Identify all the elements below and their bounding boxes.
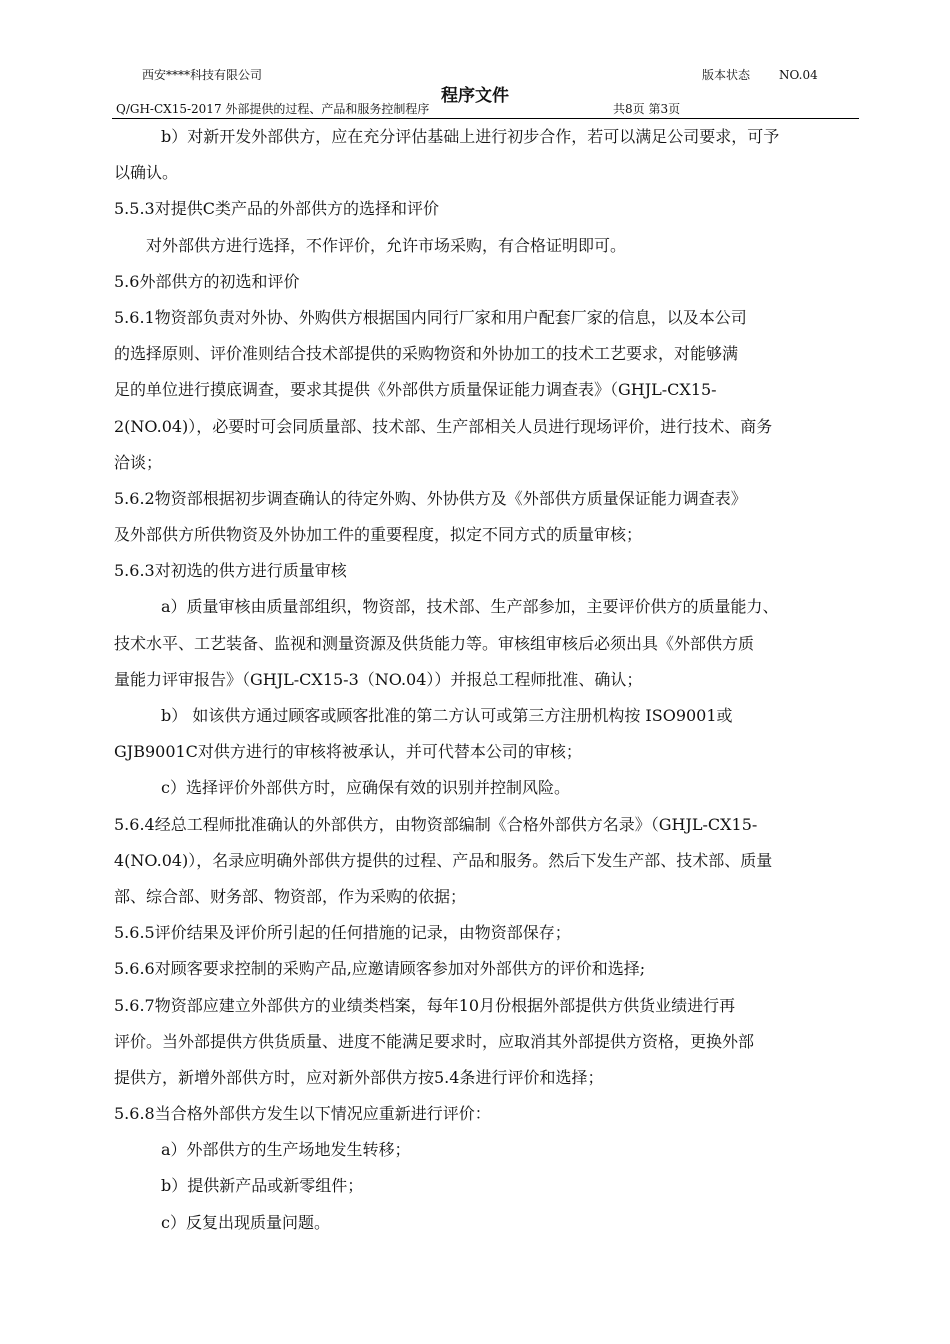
text-line: GJB9001C对供方进行的审核将被承认，并可代替本公司的审核； bbox=[114, 742, 582, 762]
text-line: b） 如该供方通过顾客或顾客批准的第二方认可或第三方注册机构按 ISO9001或 bbox=[161, 706, 733, 725]
document-body bbox=[114, 119, 859, 1241]
text-line: 5.6.2物资部根据初步调查确认的待定外购、外协供方及《外部供方质量保证能力调查表》 bbox=[114, 488, 747, 508]
text-line: a）质量审核由质量部组织，物资部，技术部、生产部参加，主要评价供方的质量能力、 bbox=[161, 597, 779, 617]
text-line: 足的单位进行摸底调查，要求其提供《外部供方质量保证能力调查表》（GHJL-CX15- bbox=[114, 380, 717, 400]
page-info: 共8页 第3页 bbox=[613, 102, 681, 116]
text-line: 部、综合部、财务部、物资部，作为采购的依据； bbox=[114, 886, 467, 906]
section-heading: 5.6.8当合格外部供方发生以下情况应重新进行评价： bbox=[114, 1104, 491, 1124]
text-line: 5.6.7物资部应建立外部供方的业绩类档案，每年10月份根据外部提供方供货业绩进行再 bbox=[114, 995, 736, 1015]
text-line: 5.6.5评价结果及评价所引起的任何措施的记录，由物资部保存； bbox=[114, 923, 571, 943]
section-heading: 5.6外部供方的初选和评价 bbox=[114, 271, 300, 291]
text-line: 5.6.6对顾客要求控制的采购产品,应邀请顾客参加对外部供方的评价和选择; bbox=[114, 959, 646, 979]
text-line: b）对新开发外部供方，应在充分评估基础上进行初步合作，若可以满足公司要求，可予 bbox=[161, 127, 780, 146]
section-heading: 5.6.3对初选的供方进行质量审核 bbox=[114, 561, 347, 581]
text-line: 技术水平、工艺装备、监视和测量资源及供货能力等。审核组审核后必须出具《外部供方质 bbox=[114, 633, 755, 653]
text-line: 对外部供方进行选择，不作评价，允许市场采购，有合格证明即可。 bbox=[146, 235, 627, 255]
document-title: 程序文件 bbox=[441, 86, 509, 106]
text-line: 洽谈； bbox=[114, 452, 163, 472]
version-label: 版本状态 bbox=[702, 68, 751, 82]
text-line: 及外部供方所供物资及外协加工件的重要程度，拟定不同方式的质量审核； bbox=[114, 525, 643, 545]
text-line: c）选择评价外部供方时，应确保有效的识别并控制风险。 bbox=[161, 778, 570, 798]
text-line: 5.6.1物资部负责对外协、外购供方根据国内同行厂家和用户配套厂家的信息，以及本公司 bbox=[114, 307, 747, 327]
text-line: 4(NO.04)），名录应明确外部供方提供的过程、产品和服务。然后下发生产部、技术部、质量 bbox=[114, 850, 773, 870]
text-line: 的选择原则、评价准则结合技术部提供的采购物资和外协加工的技术工艺要求，对能够满 bbox=[114, 344, 739, 364]
text-line: 评价。当外部提供方供货质量、进度不能满足要求时，应取消其外部提供方资格，更换外部 bbox=[114, 1031, 755, 1051]
text-line: 以确认。 bbox=[114, 163, 179, 183]
text-line: 5.6.4经总工程师批准确认的外部供方，由物资部编制《合格外部供方名录》（GHJL-CX15- bbox=[114, 814, 758, 834]
list-item: a）外部供方的生产场地发生转移； bbox=[161, 1140, 411, 1160]
list-item: c）反复出现质量问题。 bbox=[161, 1212, 330, 1232]
company-name: 西安****科技有限公司 bbox=[142, 68, 263, 82]
text-line: 提供方，新增外部供方时，应对新外部供方按5.4条进行评价和选择； bbox=[114, 1067, 604, 1087]
version-value: NO.04 bbox=[779, 68, 818, 82]
list-item: b）提供新产品或新零组件； bbox=[161, 1176, 364, 1196]
document-code-title: Q/GH-CX15-2017 外部提供的过程、产品和服务控制程序 bbox=[116, 102, 430, 116]
section-heading: 5.5.3对提供C类产品的外部供方的选择和评价 bbox=[114, 199, 439, 219]
text-line: 量能力评审报告》（GHJL-CX15-3（NO.04））并报总工程师批准、确认； bbox=[114, 669, 643, 689]
text-line: 2(NO.04)），必要时可会同质量部、技术部、生产部相关人员进行现场评价，进行技术、商务 bbox=[114, 416, 773, 436]
